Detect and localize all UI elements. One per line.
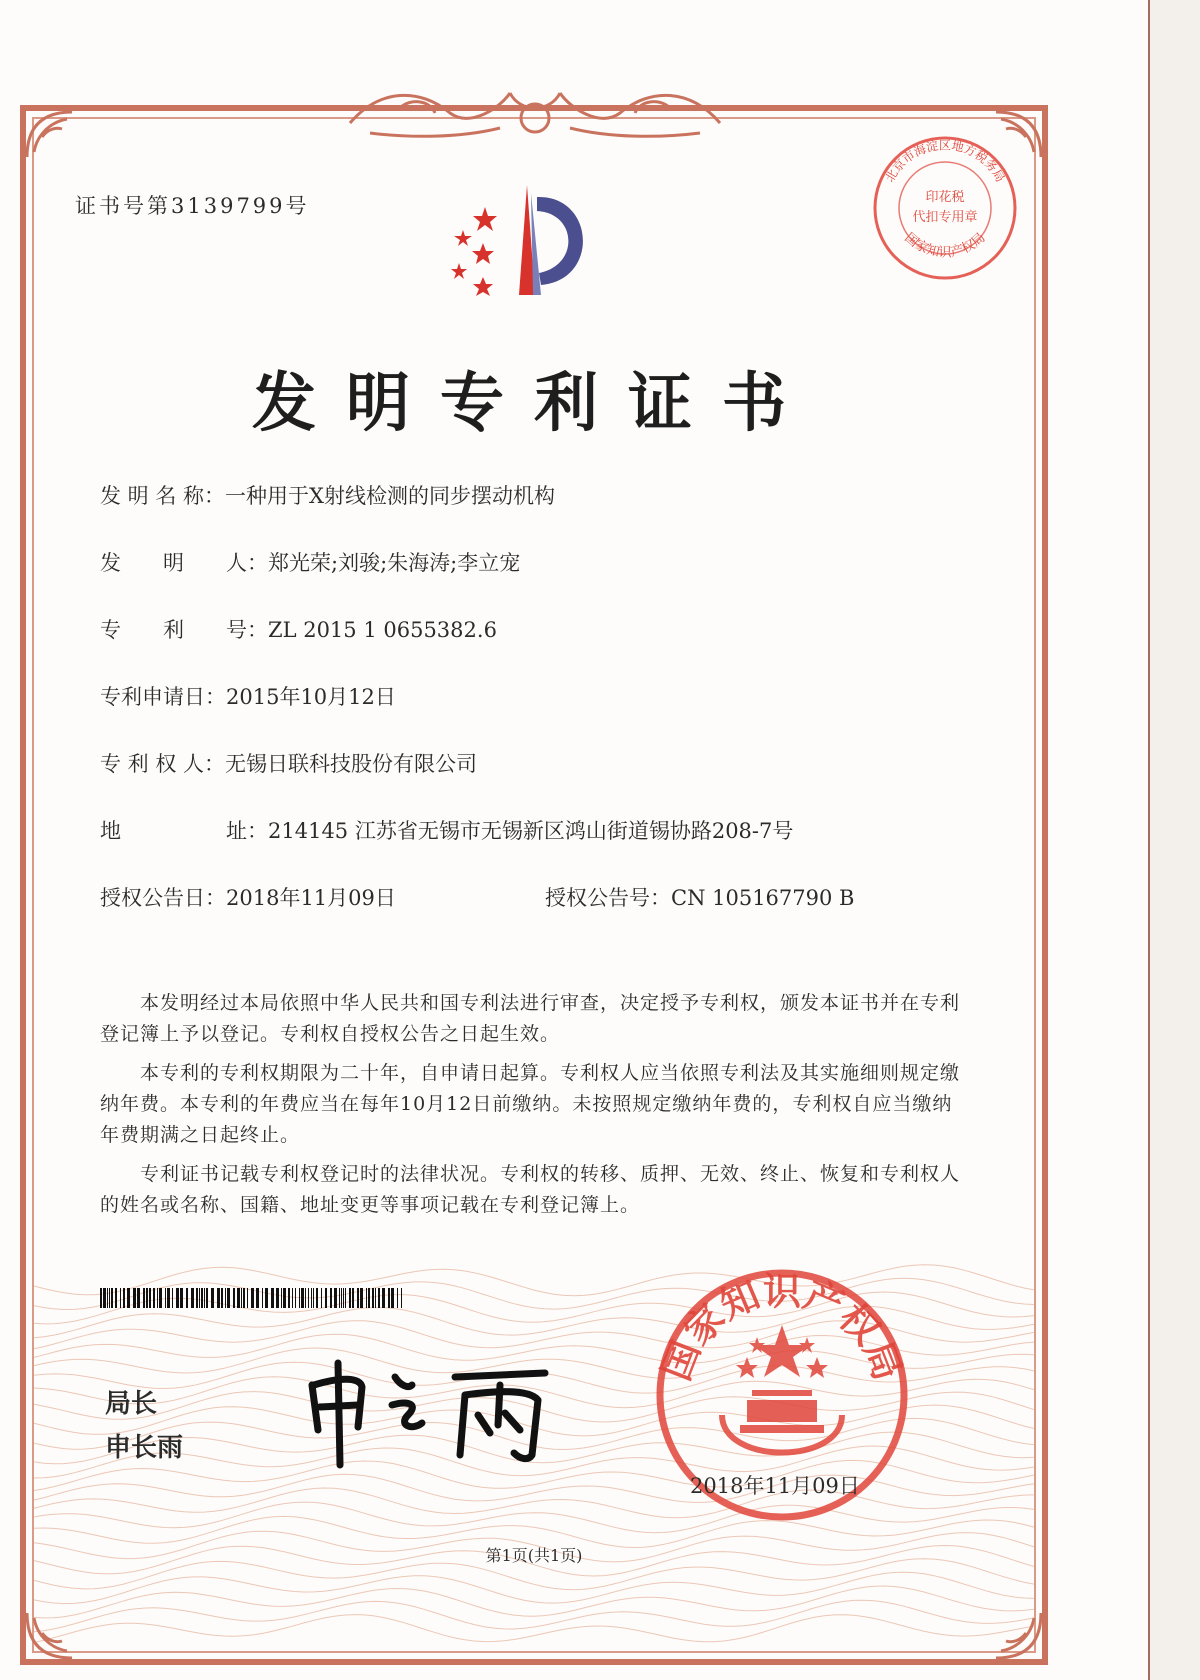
field-application-date [100, 681, 396, 711]
field-value: 2018年11月09日 [226, 886, 396, 910]
page-edge [1148, 0, 1200, 1680]
field-label: 发 明 名 称： [100, 484, 226, 508]
page-number: 第1页(共1页) [485, 1546, 583, 1565]
field-label: 专利申请日： [100, 685, 226, 709]
corner-ornament [991, 1608, 1046, 1663]
tax-stamp-outer: 北京市海淀区地方税务局 [882, 138, 1008, 185]
field-inventors [100, 547, 520, 577]
field-invention-name [100, 480, 555, 510]
director-signature [300, 1355, 560, 1470]
field-label: 发 明 人： [100, 551, 268, 575]
field-patent-number [100, 614, 497, 644]
field-label: 地 址： [100, 819, 268, 843]
field-address [100, 815, 793, 845]
field-value: 无锡日联科技股份有限公司 [225, 752, 478, 776]
svg-text:北京市海淀区地方税务局 [883, 138, 1008, 185]
top-ornament [340, 78, 730, 148]
field-value: 一种用于X射线检测的同步摆动机构 [225, 484, 555, 508]
field-value: 郑光荣;刘骏;朱海涛;李立宠 [268, 551, 521, 575]
field-label: 授权公告号： [545, 886, 671, 910]
director-name: 申长雨 [105, 1433, 184, 1463]
corner-ornament [22, 107, 77, 162]
paragraph-issuance: 本发明经过本局依照中华人民共和国专利法进行审查，决定授予专利权，颁发本证书并在专利登记簿上予以登记。专利权自授权公告之日起生效。 [100, 992, 961, 1045]
paragraph-legal-status: 专利证书记载专利权登记时的法律状况。专利权的转移、质押、无效、终止、恢复和专利权人的姓名或名称、国籍、地址变更等事项记载在专利登记簿上。 [100, 1163, 961, 1216]
barcode [100, 1288, 405, 1308]
director-title: 局长 [105, 1389, 158, 1419]
field-value: 214145 江苏省无锡市无锡新区鸿山街道锡协路208-7号 [268, 819, 794, 843]
certificate-title: 发明专利证书 [252, 366, 816, 441]
field-label: 专 利 权 人： [100, 752, 226, 776]
paragraph-term: 本专利的专利权期限为二十年，自申请日起算。专利权人应当依照专利法及其实施细则规定缴纳年费。本专利的年费应当在每年10月12日前缴纳。未按照规定缴纳年费的，专利权自应当缴纳年费期满之日起终止。 [100, 1062, 961, 1146]
certificate-number: 证书号第3139799号 [75, 194, 310, 218]
field-label: 授权公告日： [100, 886, 226, 910]
seal-date: 2018年11月09日 [690, 1474, 860, 1498]
tax-stamp-bottom: 国家知识产权局 [901, 230, 989, 261]
patent-office-emblem [445, 185, 645, 330]
field-grant-number [545, 882, 854, 912]
seal-text: 国家知识产权局 [653, 1269, 911, 1387]
tax-stamp-inner2: 代扣专用章 [912, 210, 978, 225]
svg-text:国家知识产权局 [901, 230, 988, 260]
tax-stamp [870, 133, 1020, 283]
field-grant-date [100, 882, 396, 912]
field-value: CN 105167790 B [671, 886, 855, 910]
field-value: ZL 2015 1 0655382.6 [268, 618, 497, 642]
field-label: 专 利 号： [100, 618, 268, 642]
tax-stamp-inner1: 印花税 [925, 190, 965, 205]
field-value: 2015年10月12日 [226, 685, 396, 709]
field-patentee [100, 748, 477, 778]
corner-ornament [22, 1608, 77, 1663]
